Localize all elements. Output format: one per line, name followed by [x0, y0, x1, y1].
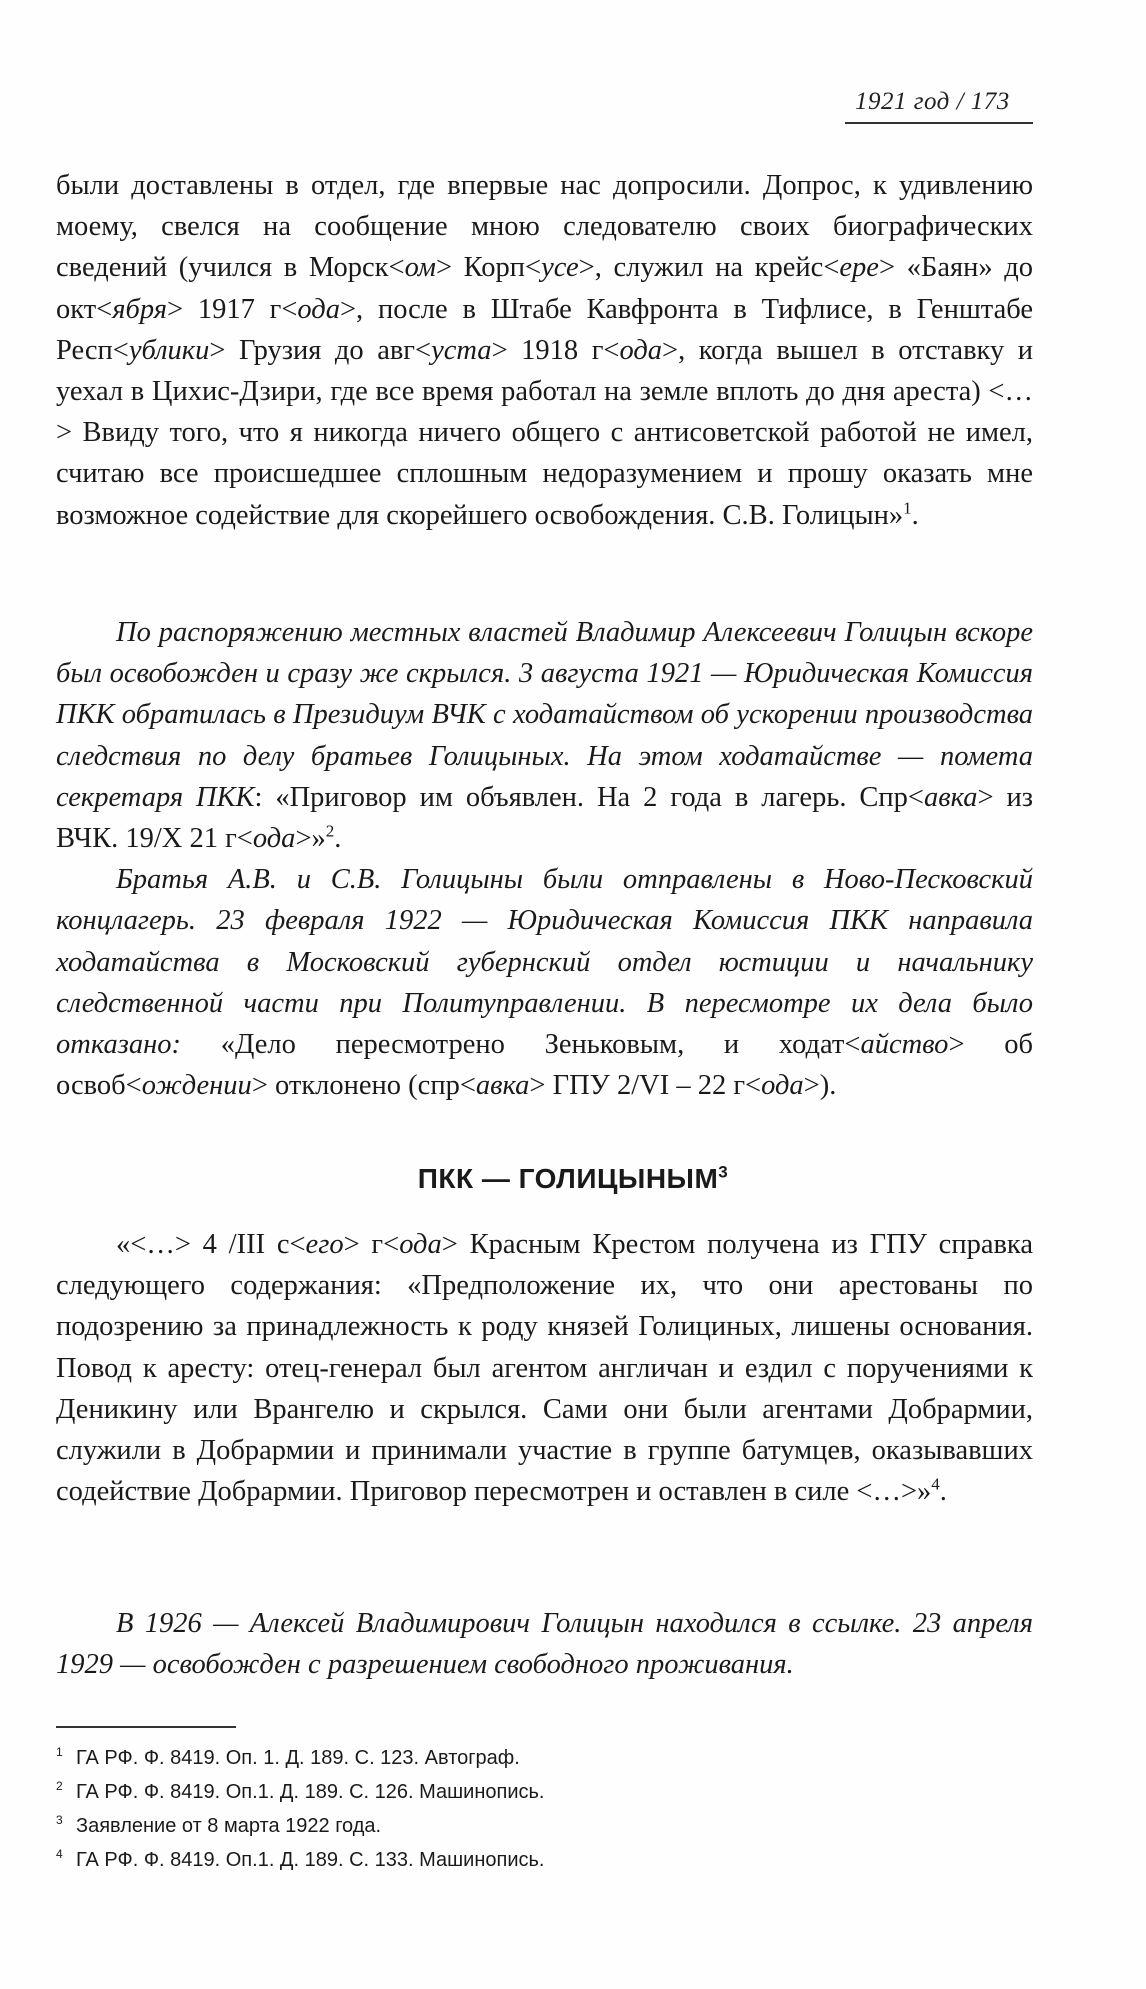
footnote-ref-4: 4	[931, 1474, 940, 1494]
footnote-ref-3: 3	[718, 1162, 729, 1182]
footnote-rule	[56, 1726, 236, 1728]
paragraph-commentary-2: Братья А.В. и С.В. Голицыны были отправлены в Ново-Песковский концлагерь. 23 февраля 1922 — Юридическая Комиссия ПКК направила ходатайства в Московский губернский отдел юстиции и начальнику следственной части при Политуправлении. В пересмотре их дела было отказано: «Дело пересмотрено Зеньковым, и ходат<айство> об освоб<ождении> отклонено (спр<авка> ГПУ 2/VI – 22 г<ода>).	[56, 864, 1033, 1102]
paragraph-closing: В 1926 — Алексей Владимирович Голицын находился в ссылке. 23 апреля 1929 — освобожден с разрешением свободного проживания.	[56, 1608, 1033, 1681]
footnote-3: 3 Заявление от 8 марта 1922 года.	[56, 1813, 382, 1837]
footnote-4: 4 ГА РФ. Ф. 8419. Оп.1. Д. 189. С. 133. Машинопись.	[56, 1847, 545, 1871]
footnote-ref-1: 1	[903, 498, 912, 518]
footnotes	[56, 1741, 1033, 1877]
footnote-1: 1 ГА РФ. Ф. 8419. Оп. 1. Д. 189. С. 123. Автограф.	[56, 1745, 520, 1769]
paragraph-commentary-1: По распоряжению местных властей Владимир Алексеевич Голицын вскоре был освобожден и сразу же скрылся. 3 августа 1921 — Юридическая Комиссия ПКК обратилась в Президиум ВЧК с ходатайством об ускорении производства следствия по делу братьев Голицыных. На этом ходатайстве — помета секретаря ПКК: «Приговор им объявлен. На 2 года в лагерь. Спр<авка> из ВЧК. 19/Х 21 г<ода>»$^2$.	[56, 617, 1033, 855]
paragraph-quote: «<…> 4 /III с<его> г<ода> Красным Крестом получена из ГПУ справка следующего содержания: «Предположение их, что они арестованы по подозрению за принадлежность к роду князей Голициных, лишены основания. Повод к аресту: отец-генерал был агентом англичан и ездил с поручениями к Деникину или Врангелю и скрылся. Сами они были агентами Добрармии, служили в Добрармии и принимали участие в группе батумцев, оказывавших содействие Добрармии. Приговор пересмотрен и оставлен в силе <…>»$^4$.	[56, 1229, 1034, 1508]
running-header: 1921 год / 173	[855, 88, 1010, 115]
section-heading: ПКК — ГОЛИЦЫНЫМ$^3$	[417, 1162, 729, 1194]
letter-continuation	[56, 165, 1033, 536]
paragraph-letter: были доставлены в отдел, где впервые нас допросили. Допрос, к удивлению моему, свелся на сообщение мною следователю своих биографических сведений (учился в Морск<ом> Корп<усе>, служил на крейс<ере> «Баян» до окт<ября> 1917 г<ода>, после в Штабе Кавфронта в Тифлисе, в Генштабе Респ<ублики> Грузия до авг<уста> 1918 г<ода>, когда вышел в отставку и уехал в Цихис-Дзири, где все время работал на земле вплоть до дня ареста) <…> Ввиду того, что я никогда ничего общего с антисоветской работой не имел, считаю все происшедшее сплошным недоразумением и прошу оказать мне возможное содействие для скорейшего освобождения. С.В. Голицын»$^1$.	[56, 170, 1033, 531]
closing-note	[56, 1603, 1033, 1685]
header-rule	[845, 122, 1033, 124]
footnote-2: 2 ГА РФ. Ф. 8419. Оп.1. Д. 189. С. 126. Машинопись.	[56, 1779, 545, 1803]
footnote-ref-2: 2	[325, 821, 335, 841]
editorial-commentary	[56, 612, 1033, 1106]
document-quote	[56, 1224, 1033, 1512]
